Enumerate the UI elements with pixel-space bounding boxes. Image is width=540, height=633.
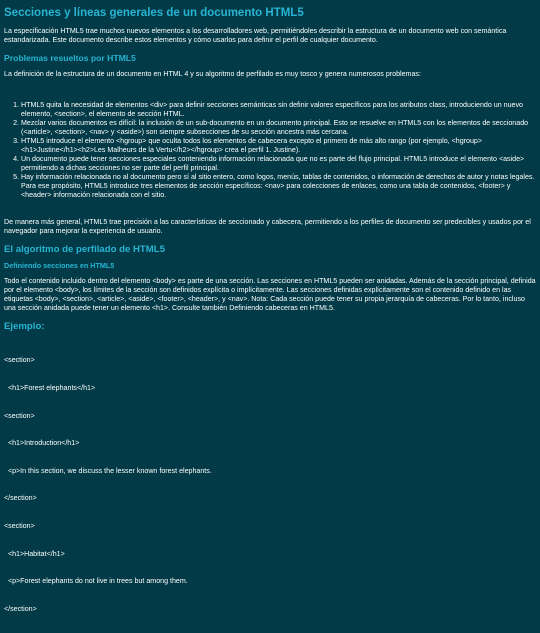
code-line: <h1>Habitat</h1> [4, 549, 65, 558]
code-line: <section> [4, 522, 35, 531]
code-line: <p>Forest elephants do not live in trees but among them. [4, 577, 188, 586]
code-line: <h1>Introduction</h1> [4, 439, 80, 448]
defining-sections-paragraph: Todo el contenido incluido dentro del elemento <body> es parte de una sección. Las secciones en HTML5 pueden ser anidadas. Además de la sección principal, definida por el elemento <body>, los límites de la sección son definidos explícita o implícitamente. Las secciones definidas explícitamente son el contenido definido en las etiquetas <body>, <section>, <article>, <aside>, <footer>, <header>, y <nav>. Nota: Cada sección puede tener su propia jerarquía de cabeceras. Por lo tanto, incluso una sección anidada puede tener un elemento <h1>. Consulte también Definiendo cabeceras en HTML5. [4, 277, 536, 312]
code-line: </section> [4, 604, 37, 613]
problems-closing-paragraph: De manera más general, HTML5 trae precisión a las características de seccionado y cabecera, permitiendo a los perfiles de documento ser predecibles y usados por el navegador para mejorar la experiencia de usuario. [4, 218, 531, 235]
problems-list [4, 101, 536, 200]
list-item: 1. HTML5 quita la necesidad de elementos <div> para definir secciones semánticas sin definir valores específicos para los atributos class, introduciendo un nuevo elemento, <section>, el elemento de sección HTML. [21, 101, 536, 119]
list-item: 4. Un documento puede tener secciones especiales conteniendo información relacionada que no es parte del flujo principal. HTML5 introduce el elemento <aside> permitiendo a dichas secciones no ser parte del perfil principal. [21, 155, 536, 173]
page-title: Secciones y líneas generales de un documento HTML5 [4, 7, 304, 19]
code-example [4, 338, 536, 633]
code-line: <section> [4, 411, 35, 420]
list-item: 3. HTML5 introduce el elemento <hgroup> que oculta todos los elementos de cabecera excepto el primero de más alto rango (por ejemplo, <hgroup><h1>Justine</h1><h2>Les Malheurs de la Vertu</h2></hgroup> crea el perfil 1. Justine). [21, 137, 536, 155]
problems-lead-paragraph: La definición de la estructura de un documento en HTML 4 y su algoritmo de perfilado es muy tosco y genera numerosos problemas: [4, 70, 421, 78]
code-line: <section> [4, 356, 35, 365]
section-heading-problems: Problemas resueltos por HTML5 [4, 53, 136, 63]
code-line: </section> [4, 494, 37, 503]
code-line: <h1>Forest elephants</h1> [4, 384, 96, 393]
spacer [4, 200, 536, 218]
list-item: 5. Hay información relacionada no al documento pero sí al sitio entero, como logos, menús, tablas de contenidos, o información de derechos de autor y notas legales. Para ese propósito, HTML5 introduce tres elementos de sección específicos: <nav> para colecciones de enlaces, como una tabla de contenidos, <footer> y <header> información relacionada con el sitio. [21, 173, 536, 200]
list-item: 2. Mezclar varios documentos es difícil: la inclusión de un sub-documento en un documento principal. Esto se resuelve en HTML5 con los elementos de seccionado (<article>, <section>, <nav> y <aside>) son siempre subsecciones de su sección ancestra más cercana. [21, 119, 536, 137]
code-line: <p>In this section, we discuss the lesser known forest elephants. [4, 466, 212, 475]
section-heading-algorithm: El algoritmo de perfilado de HTML5 [4, 244, 165, 255]
subsection-heading-defining-sections: Definiendo secciones en HTML5 [4, 261, 115, 270]
intro-paragraph: La especificación HTML5 trae muchos nuevos elementos a los desarrolladores web, permitiéndoles describir la estructura de un documento web con semántica estandarizada. Este documento describe estos elementos y cómo usarlos para definir el perfil de cualquier documento. [4, 27, 507, 44]
example-heading: Ejemplo: [4, 321, 45, 332]
